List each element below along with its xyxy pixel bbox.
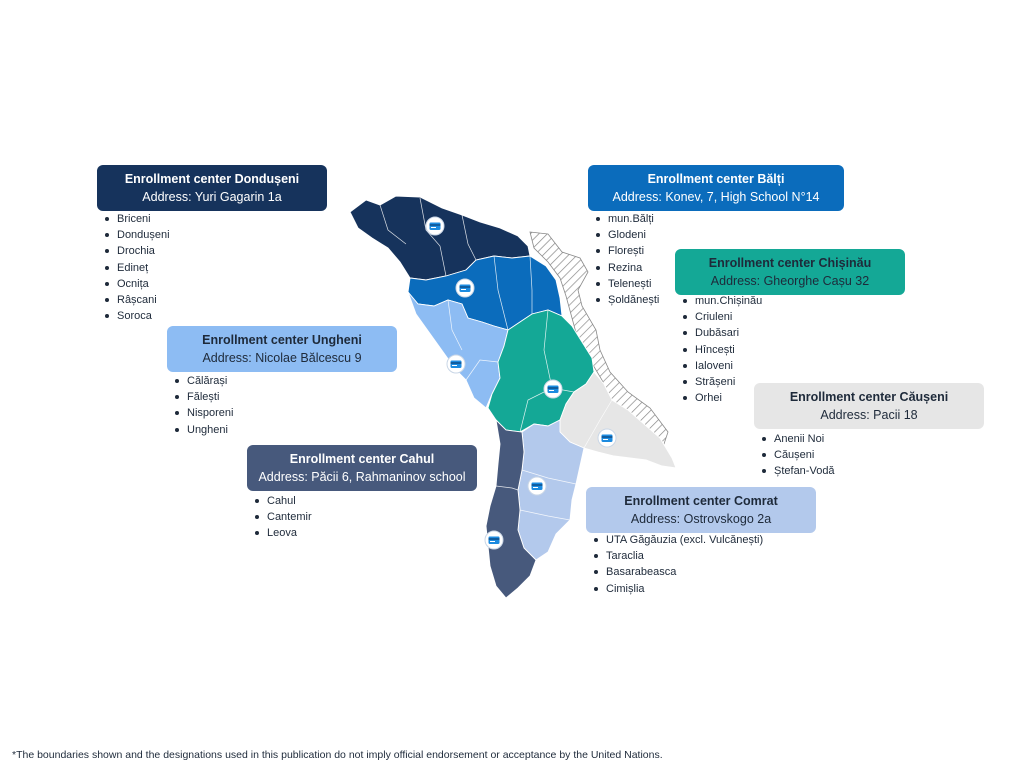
id-card-icon — [456, 279, 474, 297]
district-item: Glodeni — [608, 227, 659, 243]
district-item: Hîncești — [695, 342, 762, 358]
district-item: Edineț — [117, 260, 170, 276]
card-address: Address: Păcii 6, Rahmaninov school — [258, 470, 466, 484]
district-item: Taraclia — [606, 548, 763, 564]
card-address: Address: Gheorghe Cașu 32 — [710, 274, 870, 288]
district-item: mun.Bălți — [608, 211, 659, 227]
district-item: Basarabeasca — [606, 564, 763, 580]
card-title: Enrollment center Dondușeni — [124, 172, 300, 186]
card-title: Enrollment center Bălți — [647, 172, 785, 186]
moldova-map — [340, 190, 685, 605]
district-item: Orhei — [695, 390, 762, 406]
district-item: Criuleni — [695, 309, 762, 325]
district-item: Cimișlia — [606, 581, 763, 597]
id-card-icon — [485, 531, 503, 549]
card-title: Enrollment center Chișinău — [708, 256, 872, 270]
district-item: Dubăsari — [695, 325, 762, 341]
card-address: Address: Pacii 18 — [820, 408, 918, 422]
card-title: Enrollment center Căușeni — [789, 390, 949, 404]
card-address: Address: Ostrovskogo 2a — [630, 512, 772, 526]
district-item: Dondușeni — [117, 227, 170, 243]
id-card-icon — [426, 217, 444, 235]
district-item: Șoldănești — [608, 292, 659, 308]
district-item: Drochia — [117, 243, 170, 259]
card-title: Enrollment center Comrat — [624, 494, 778, 508]
card-title: Enrollment center Ungheni — [202, 333, 362, 347]
district-item: Nisporeni — [187, 405, 233, 421]
id-card-icon — [544, 380, 562, 398]
district-item: Căușeni — [774, 447, 835, 463]
id-card-icon — [528, 477, 546, 495]
district-item: Fălești — [187, 389, 233, 405]
district-item: mun.Chișinău — [695, 293, 762, 309]
district-item: Anenii Noi — [774, 431, 835, 447]
district-list-chisinau — [679, 293, 762, 406]
district-list-cahul — [251, 493, 312, 542]
district-item: Călărași — [187, 373, 233, 389]
district-item: Florești — [608, 243, 659, 259]
card-title: Enrollment center Cahul — [289, 452, 435, 466]
card-donduseni — [97, 165, 327, 211]
district-item: Rezina — [608, 260, 659, 276]
district-item: Ialoveni — [695, 358, 762, 374]
district-list-donduseni — [101, 211, 170, 324]
district-item: Leova — [267, 525, 312, 541]
id-card-icon — [598, 429, 616, 447]
footnote: *The boundaries shown and the designations used in this publication do not imply official endorsement or acceptance by the United Nations. — [12, 749, 663, 761]
district-item: Strășeni — [695, 374, 762, 390]
card-chisinau — [675, 249, 905, 295]
id-card-icon — [447, 355, 465, 373]
district-item: Cahul — [267, 493, 312, 509]
district-item: Ungheni — [187, 422, 233, 438]
card-causeni — [754, 383, 984, 429]
district-item: Ștefan-Vodă — [774, 463, 835, 479]
card-address: Address: Nicolae Bălcescu 9 — [202, 351, 362, 365]
district-item: Râșcani — [117, 292, 170, 308]
district-list-causeni — [758, 431, 835, 480]
district-item: Cantemir — [267, 509, 312, 525]
district-list-ungheni — [171, 373, 233, 438]
card-address: Address: Konev, 7, High School N°14 — [612, 190, 820, 204]
card-address: Address: Yuri Gagarin 1a — [142, 190, 282, 204]
district-item: UTA Găgăuzia (excl. Vulcănești) — [606, 532, 763, 548]
district-item: Telenești — [608, 276, 659, 292]
district-item: Soroca — [117, 308, 170, 324]
district-item: Briceni — [117, 211, 170, 227]
district-item: Ocnița — [117, 276, 170, 292]
